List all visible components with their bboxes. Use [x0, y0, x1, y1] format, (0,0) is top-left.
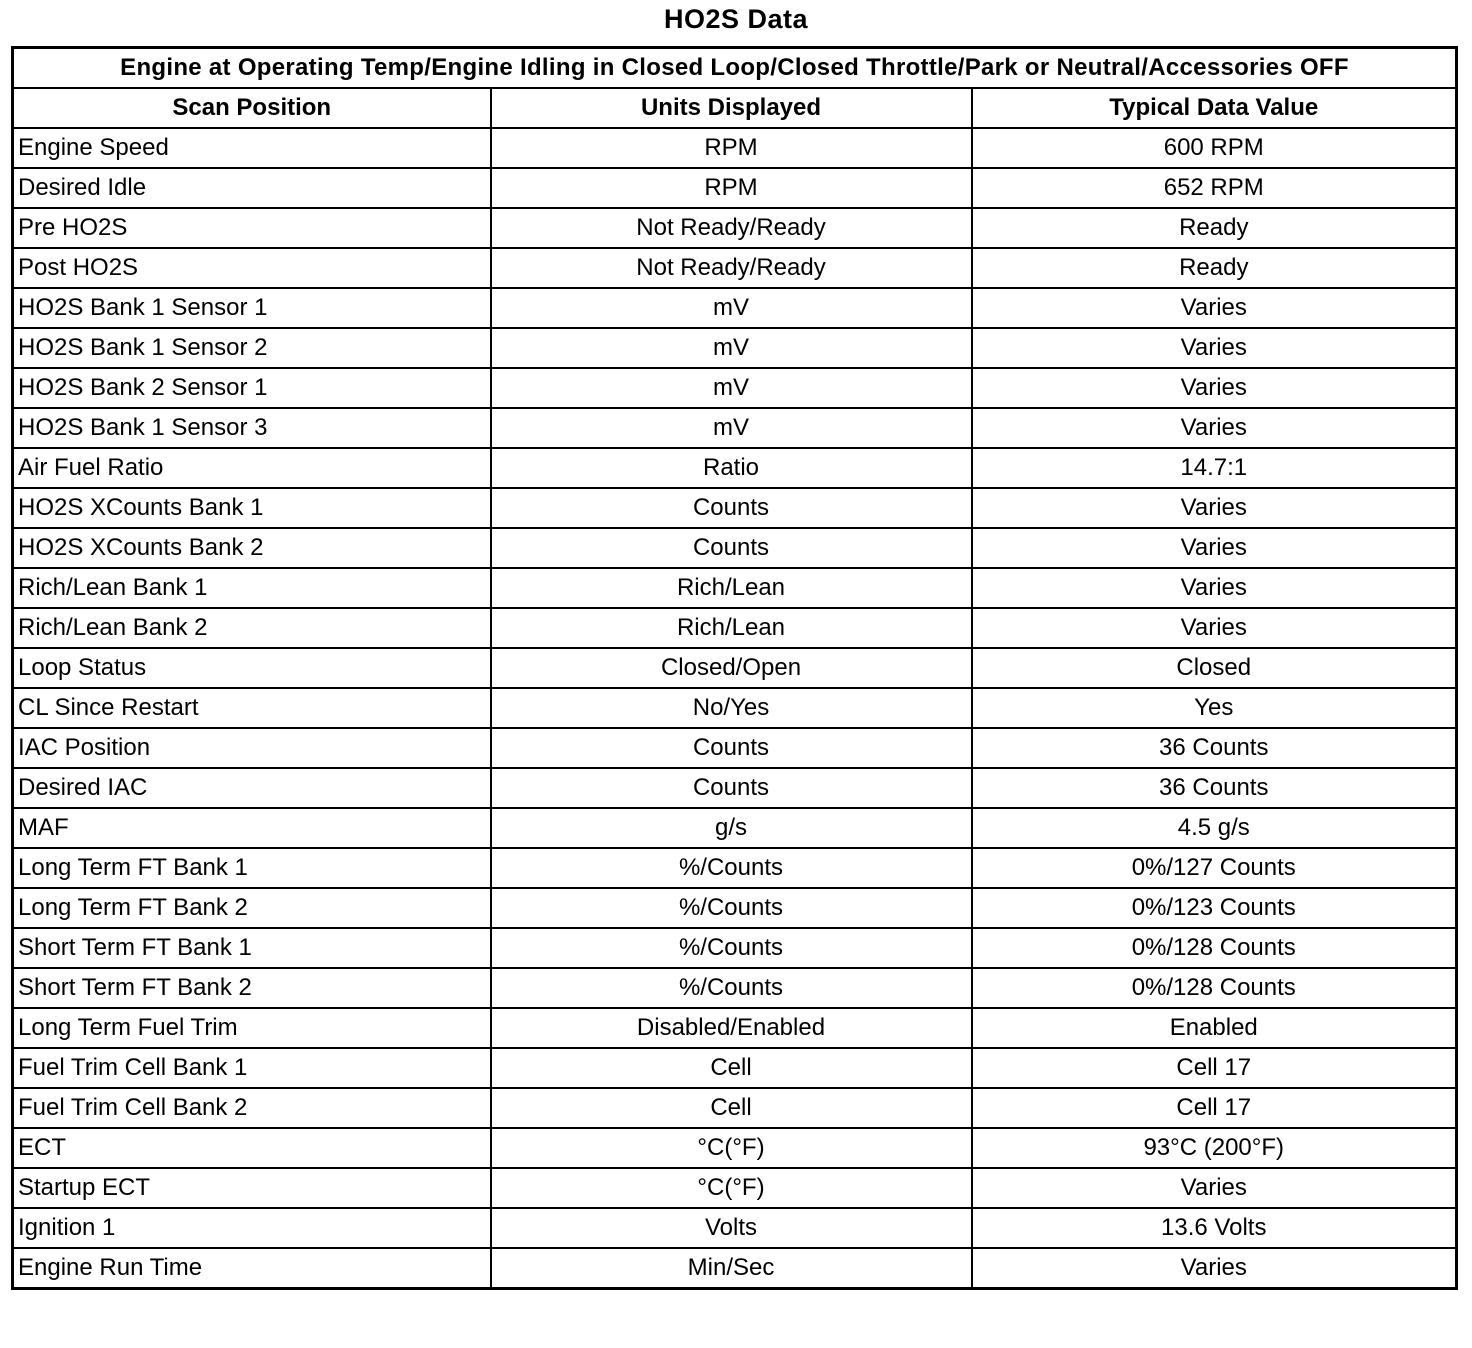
- scan-position-cell: IAC Position: [13, 728, 491, 768]
- units-displayed-cell: Rich/Lean: [491, 568, 972, 608]
- units-displayed-cell: Ratio: [491, 448, 972, 488]
- scan-position-cell: ECT: [13, 1128, 491, 1168]
- table-row: [13, 288, 1457, 328]
- units-displayed-cell: Volts: [491, 1208, 972, 1248]
- units-displayed-cell: %/Counts: [491, 888, 972, 928]
- table-row: [13, 888, 1457, 928]
- units-displayed-cell: Cell: [491, 1048, 972, 1088]
- column-header-typical-data-value: Typical Data Value: [972, 88, 1457, 128]
- units-displayed-cell: %/Counts: [491, 848, 972, 888]
- units-displayed-cell: Disabled/Enabled: [491, 1008, 972, 1048]
- units-displayed-cell: Counts: [491, 768, 972, 808]
- typical-data-value-cell: 14.7:1: [972, 448, 1457, 488]
- scan-position-cell: Post HO2S: [13, 248, 491, 288]
- scan-position-cell: Pre HO2S: [13, 208, 491, 248]
- scan-position-cell: Ignition 1: [13, 1208, 491, 1248]
- typical-data-value-cell: 0%/123 Counts: [972, 888, 1457, 928]
- scan-position-cell: Short Term FT Bank 1: [13, 928, 491, 968]
- scan-position-cell: Long Term FT Bank 2: [13, 888, 491, 928]
- typical-data-value-cell: 36 Counts: [972, 768, 1457, 808]
- scan-position-cell: Engine Speed: [13, 128, 491, 168]
- table-row: [13, 1208, 1457, 1248]
- table-row: [13, 1048, 1457, 1088]
- typical-data-value-cell: 0%/128 Counts: [972, 968, 1457, 1008]
- table-row: [13, 688, 1457, 728]
- condition-header: Engine at Operating Temp/Engine Idling in Closed Loop/Closed Throttle/Park or Neutral/Accessories OFF: [13, 48, 1457, 89]
- typical-data-value-cell: 652 RPM: [972, 168, 1457, 208]
- table-row: [13, 808, 1457, 848]
- column-header-row: [13, 88, 1457, 128]
- units-displayed-cell: g/s: [491, 808, 972, 848]
- units-displayed-cell: No/Yes: [491, 688, 972, 728]
- ho2s-data-table: [11, 46, 1458, 1290]
- typical-data-value-cell: Varies: [972, 608, 1457, 648]
- typical-data-value-cell: Ready: [972, 248, 1457, 288]
- scan-position-cell: MAF: [13, 808, 491, 848]
- units-displayed-cell: %/Counts: [491, 928, 972, 968]
- units-displayed-cell: RPM: [491, 168, 972, 208]
- units-displayed-cell: Counts: [491, 728, 972, 768]
- typical-data-value-cell: Varies: [972, 368, 1457, 408]
- typical-data-value-cell: 0%/127 Counts: [972, 848, 1457, 888]
- typical-data-value-cell: Varies: [972, 488, 1457, 528]
- table-row: [13, 768, 1457, 808]
- units-displayed-cell: Not Ready/Ready: [491, 248, 972, 288]
- units-displayed-cell: Closed/Open: [491, 648, 972, 688]
- scan-position-cell: HO2S Bank 1 Sensor 2: [13, 328, 491, 368]
- typical-data-value-cell: Cell 17: [972, 1088, 1457, 1128]
- table-row: [13, 648, 1457, 688]
- scan-position-cell: HO2S XCounts Bank 1: [13, 488, 491, 528]
- typical-data-value-cell: 600 RPM: [972, 128, 1457, 168]
- table-row: [13, 1128, 1457, 1168]
- scan-position-cell: Fuel Trim Cell Bank 2: [13, 1088, 491, 1128]
- typical-data-value-cell: Varies: [972, 1168, 1457, 1208]
- scan-position-cell: Short Term FT Bank 2: [13, 968, 491, 1008]
- typical-data-value-cell: Varies: [972, 528, 1457, 568]
- table-body: [13, 128, 1457, 1289]
- table-row: [13, 608, 1457, 648]
- table-row: [13, 848, 1457, 888]
- typical-data-value-cell: Enabled: [972, 1008, 1457, 1048]
- scan-position-cell: Rich/Lean Bank 2: [13, 608, 491, 648]
- scan-position-cell: Long Term FT Bank 1: [13, 848, 491, 888]
- units-displayed-cell: °C(°F): [491, 1168, 972, 1208]
- scan-position-cell: Desired IAC: [13, 768, 491, 808]
- scan-position-cell: HO2S Bank 1 Sensor 1: [13, 288, 491, 328]
- typical-data-value-cell: 4.5 g/s: [972, 808, 1457, 848]
- typical-data-value-cell: 0%/128 Counts: [972, 928, 1457, 968]
- scan-position-cell: CL Since Restart: [13, 688, 491, 728]
- typical-data-value-cell: Varies: [972, 1248, 1457, 1289]
- table-row: [13, 1168, 1457, 1208]
- condition-row: [13, 48, 1457, 89]
- scan-position-cell: Engine Run Time: [13, 1248, 491, 1289]
- typical-data-value-cell: 13.6 Volts: [972, 1208, 1457, 1248]
- typical-data-value-cell: Ready: [972, 208, 1457, 248]
- table-row: [13, 328, 1457, 368]
- typical-data-value-cell: 36 Counts: [972, 728, 1457, 768]
- units-displayed-cell: RPM: [491, 128, 972, 168]
- scan-position-cell: Fuel Trim Cell Bank 1: [13, 1048, 491, 1088]
- typical-data-value-cell: Yes: [972, 688, 1457, 728]
- scan-position-cell: Desired Idle: [13, 168, 491, 208]
- typical-data-value-cell: Closed: [972, 648, 1457, 688]
- units-displayed-cell: mV: [491, 288, 972, 328]
- table-row: [13, 168, 1457, 208]
- table-row: [13, 568, 1457, 608]
- typical-data-value-cell: Varies: [972, 408, 1457, 448]
- scan-position-cell: Startup ECT: [13, 1168, 491, 1208]
- column-header-units-displayed: Units Displayed: [491, 88, 972, 128]
- units-displayed-cell: Counts: [491, 528, 972, 568]
- table-row: [13, 128, 1457, 168]
- typical-data-value-cell: Varies: [972, 288, 1457, 328]
- table-row: [13, 408, 1457, 448]
- typical-data-value-cell: Varies: [972, 328, 1457, 368]
- scan-position-cell: Long Term Fuel Trim: [13, 1008, 491, 1048]
- units-displayed-cell: °C(°F): [491, 1128, 972, 1168]
- scan-position-cell: Air Fuel Ratio: [13, 448, 491, 488]
- typical-data-value-cell: Varies: [972, 568, 1457, 608]
- scan-position-cell: HO2S Bank 1 Sensor 3: [13, 408, 491, 448]
- table-row: [13, 1008, 1457, 1048]
- units-displayed-cell: Not Ready/Ready: [491, 208, 972, 248]
- table-row: [13, 928, 1457, 968]
- scan-position-cell: Loop Status: [13, 648, 491, 688]
- table-row: [13, 368, 1457, 408]
- table-row: [13, 448, 1457, 488]
- units-displayed-cell: mV: [491, 368, 972, 408]
- scan-position-cell: HO2S Bank 2 Sensor 1: [13, 368, 491, 408]
- table-row: [13, 968, 1457, 1008]
- table-row: [13, 488, 1457, 528]
- table-row: [13, 248, 1457, 288]
- units-displayed-cell: mV: [491, 408, 972, 448]
- table-row: [13, 528, 1457, 568]
- column-header-scan-position: Scan Position: [13, 88, 491, 128]
- table-row: [13, 1248, 1457, 1289]
- units-displayed-cell: mV: [491, 328, 972, 368]
- typical-data-value-cell: 93°C (200°F): [972, 1128, 1457, 1168]
- units-displayed-cell: Rich/Lean: [491, 608, 972, 648]
- scan-position-cell: Rich/Lean Bank 1: [13, 568, 491, 608]
- units-displayed-cell: %/Counts: [491, 968, 972, 1008]
- units-displayed-cell: Counts: [491, 488, 972, 528]
- typical-data-value-cell: Cell 17: [972, 1048, 1457, 1088]
- table-row: [13, 1088, 1457, 1128]
- table-row: [13, 728, 1457, 768]
- table-row: [13, 208, 1457, 248]
- units-displayed-cell: Cell: [491, 1088, 972, 1128]
- document-title: HO2S Data: [663, 4, 809, 34]
- units-displayed-cell: Min/Sec: [491, 1248, 972, 1289]
- scan-position-cell: HO2S XCounts Bank 2: [13, 528, 491, 568]
